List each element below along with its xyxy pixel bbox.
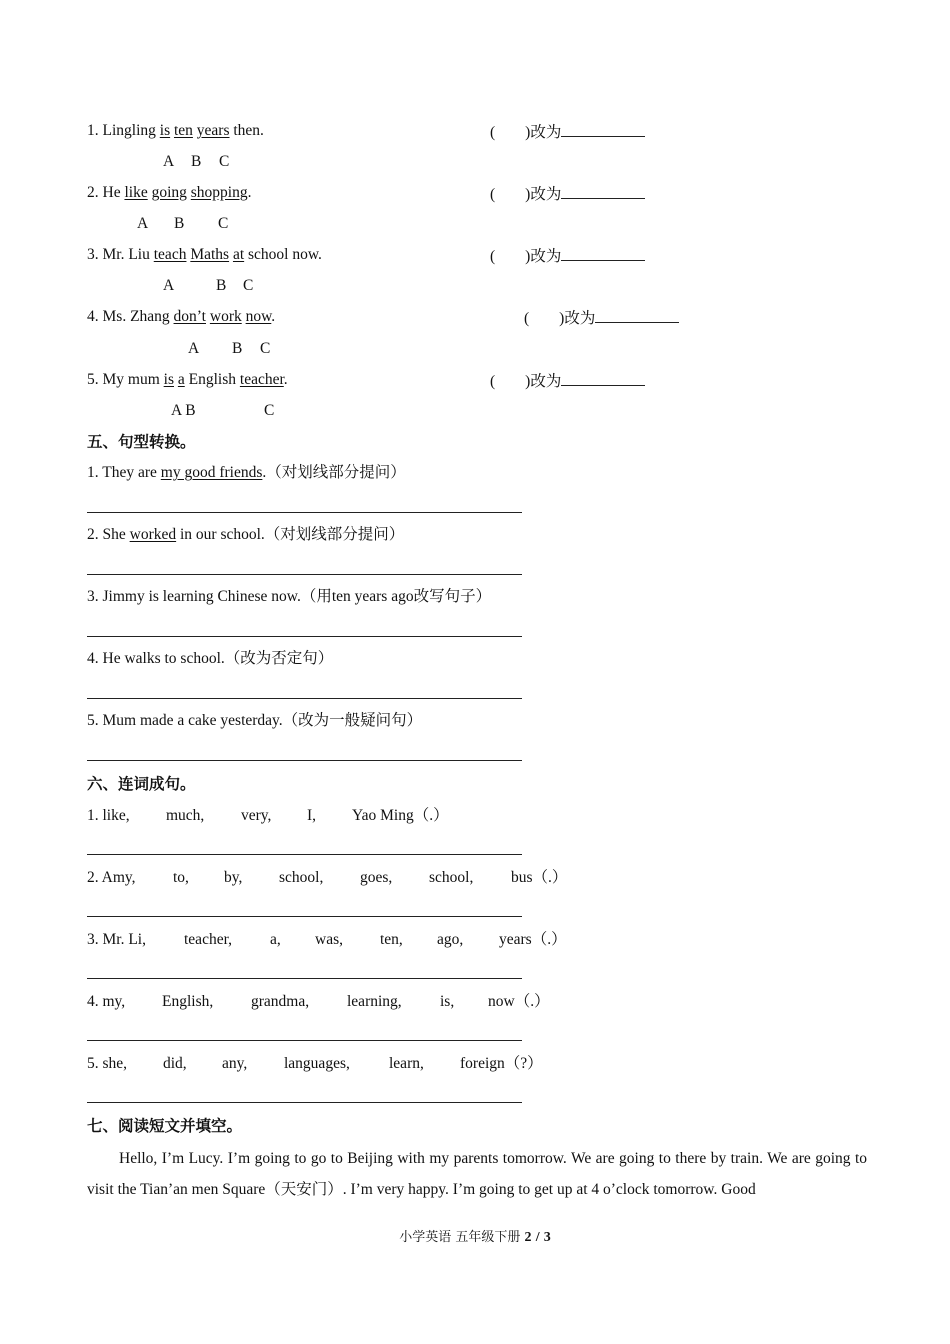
option-b-label: B [216,277,227,294]
word: by, [224,869,243,886]
word: 2. Amy, [87,869,136,886]
option-c-label: C [218,215,229,232]
reading-passage: Hello, I’m Lucy. I’m going to go to Beijing with my parents tomorrow. We are going to there by train. We are going to visit the Tian’an men Square（天安门）. I’m very happy. I’m going to get up at 4 o’clock tomorrow. Good [87,1150,867,1198]
word: foreign（?） [460,1055,543,1072]
item-text: 3. Mr. Liu teach Maths at school now. [87,246,322,263]
option-a-label: A [137,215,149,232]
item-text: 5. My mum is a English teacher. [87,371,288,388]
item-text: 1. Lingling is ten years then. [87,122,264,139]
word: teacher, [184,931,232,948]
word: very, [241,807,272,824]
word: learning, [347,993,402,1010]
answer-line[interactable] [87,978,522,979]
answer-line[interactable] [87,1040,522,1041]
item-text: 2. He like going shopping. [87,184,252,201]
option-c-label: C [243,277,254,294]
answer-line[interactable] [87,636,522,637]
word: was, [315,931,343,948]
word: school, [279,869,324,886]
section-heading-6: 六、连词成句。 [87,775,196,793]
section-heading-7: 七、阅读短文并填空。 [87,1117,243,1135]
option-b-label: B [174,215,185,232]
word: a, [270,931,281,948]
page-footer [0,1226,950,1246]
section-heading-5: 五、句型转换。 [87,433,196,451]
word: languages, [284,1055,350,1072]
word: to, [173,869,189,886]
option-a-label: A [188,340,200,357]
option-b-label: B [191,153,202,170]
answer-line[interactable] [87,698,522,699]
option-c-label: C [219,153,230,170]
page-number: 2 [524,1230,532,1245]
word: 5. she, [87,1055,128,1072]
answer-line[interactable] [87,854,522,855]
word: 3. Mr. Li, [87,931,146,948]
transform-item-2: 2. She worked in our school.（对划线部分提问） [87,526,405,543]
answer-line[interactable] [87,574,522,575]
option-c-label: C [264,402,275,419]
footer-subject: 小学英语 五年级下册 [399,1230,521,1245]
word: Yao Ming（.） [352,807,449,824]
word: now（.） [488,993,550,1010]
word: did, [163,1055,187,1072]
page-separator: / [535,1230,540,1245]
word: school, [429,869,474,886]
word: bus（.） [511,869,568,886]
word: goes, [360,869,393,886]
word: learn, [389,1055,424,1072]
option-b-label: B [232,340,243,357]
transform-item-5: 5. Mum made a cake yesterday.（改为一般疑问句） [87,712,423,729]
transform-item-4: 4. He walks to school.（改为否定句） [87,650,334,667]
option-ab-label: A B [171,402,196,419]
answer-slot[interactable]: ( )改为 [490,245,645,267]
answer-slot[interactable]: ( )改为 [490,370,645,392]
word: years（.） [499,931,567,948]
word: I, [307,807,317,824]
word: is, [440,993,455,1010]
option-a-label: A [163,153,175,170]
word: ten, [380,931,403,948]
word: 4. my, [87,993,126,1010]
word: grandma, [251,993,310,1010]
page-total: 3 [543,1230,551,1245]
answer-slot[interactable]: ( )改为 [490,121,645,143]
word: 1. like, [87,807,130,824]
option-c-label: C [260,340,271,357]
answer-slot[interactable]: ( )改为 [490,183,645,205]
answer-line[interactable] [87,512,522,513]
answer-line[interactable] [87,916,522,917]
answer-slot[interactable]: ( )改为 [524,307,679,329]
item-text: 4. Ms. Zhang don’t work now. [87,308,276,325]
answer-line[interactable] [87,1102,522,1103]
transform-item-3: 3. Jimmy is learning Chinese now.（用ten years ago改写句子） [87,588,492,605]
answer-line[interactable] [87,760,522,761]
option-a-label: A [163,277,175,294]
word: ago, [437,931,464,948]
transform-item-1: 1. They are my good friends.（对划线部分提问） [87,464,406,481]
word: any, [222,1055,248,1072]
word: English, [162,993,214,1010]
word: much, [166,807,205,824]
